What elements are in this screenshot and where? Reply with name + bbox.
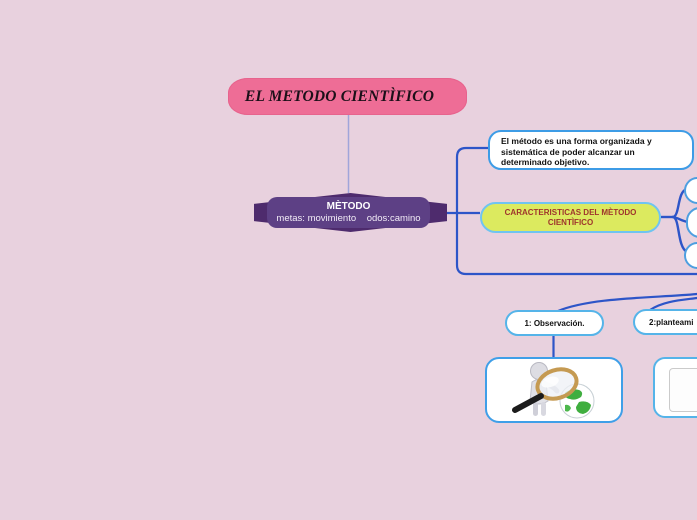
metodo-hexagon-inner	[267, 197, 430, 228]
title-label: EL METODO CIENTÌFICO	[244, 87, 435, 105]
definition-node[interactable]	[488, 130, 694, 170]
metodo-sublabel: metas: movimiento odos:camino	[276, 212, 421, 224]
caracteristicas-line-1: CARACTERISTICAS DEL MÈTODO	[504, 208, 637, 217]
observation-clipart	[491, 360, 617, 420]
definition-line-1: El método es una forma organizada y	[501, 136, 652, 146]
observation-image-node[interactable]	[485, 357, 623, 423]
step1-label: 1: Observación.	[524, 318, 585, 328]
metodo-label: MÈTODO	[326, 200, 371, 212]
placeholder-image-node[interactable]	[653, 357, 697, 418]
caracteristicas-node[interactable]	[480, 202, 661, 233]
step2-planteamiento-node[interactable]	[633, 309, 697, 335]
caracteristicas-line-2: CIENTÌFICO	[547, 217, 594, 227]
definition-line-2: sistemática de poder alcanzar un	[501, 146, 635, 157]
definition-line-3: determinado objetivo.	[501, 157, 590, 167]
title-node[interactable]	[228, 78, 467, 115]
placeholder-frame	[669, 368, 697, 412]
step2-label: 2:planteami	[649, 317, 694, 327]
step1-observacion-node[interactable]	[505, 310, 604, 336]
metodo-node[interactable]	[254, 193, 447, 232]
